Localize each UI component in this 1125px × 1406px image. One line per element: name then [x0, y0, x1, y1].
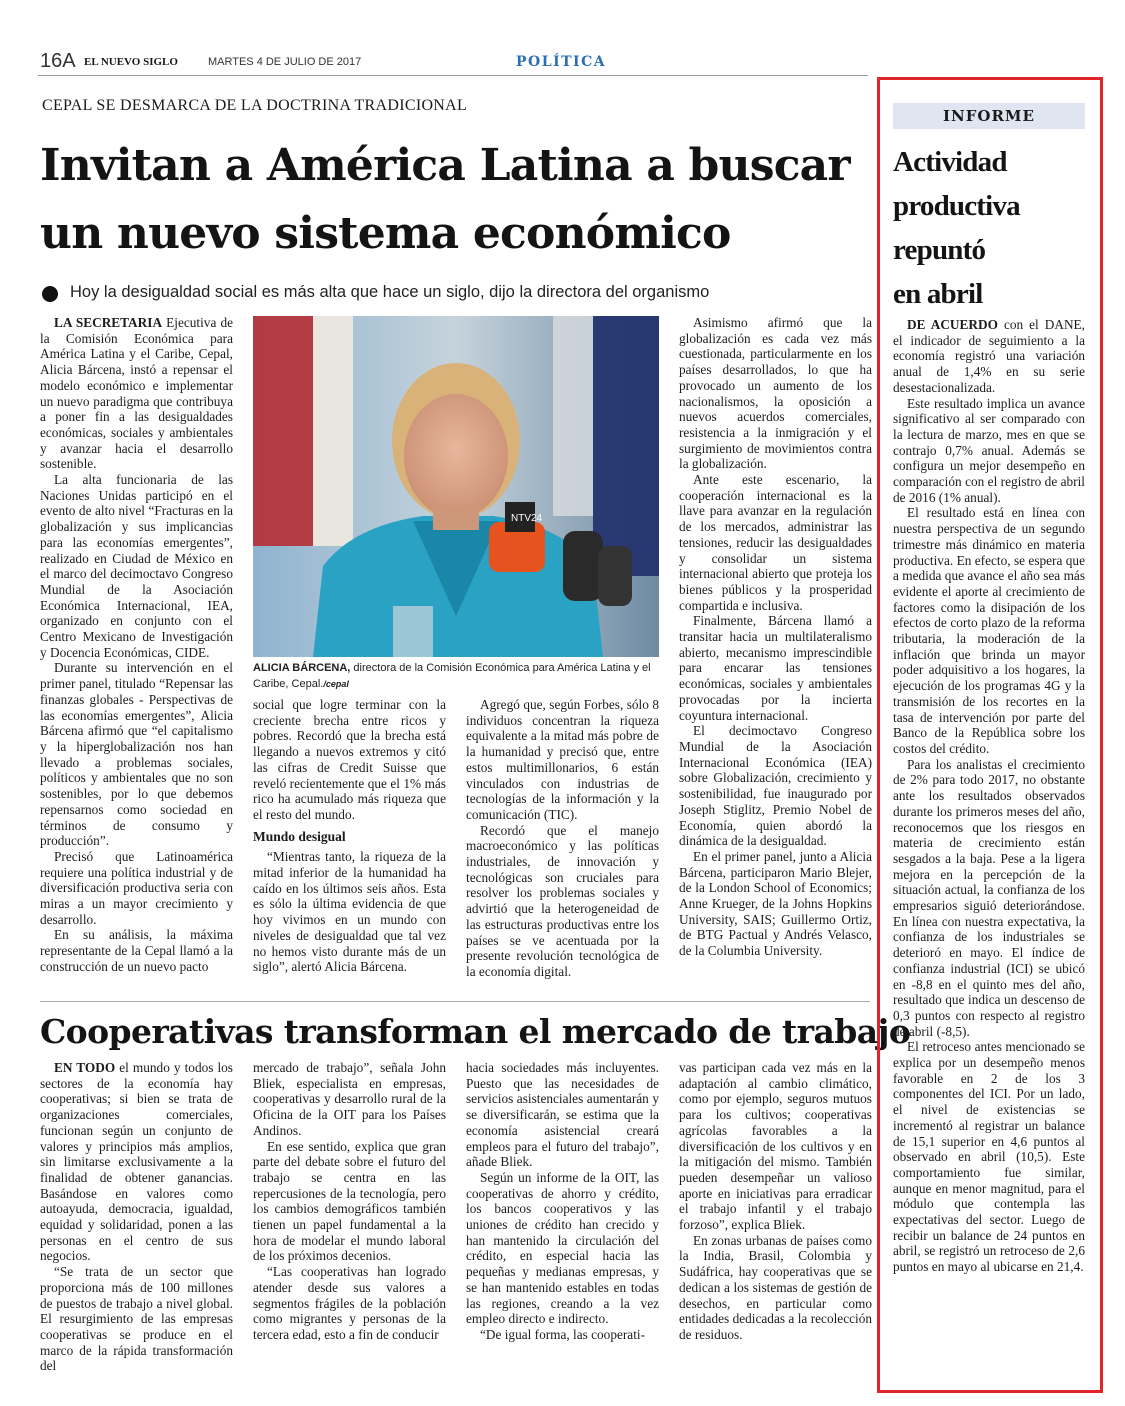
paragraph — [679, 1060, 872, 1233]
paragraph-text: Precisó que Latinoamérica requiere una política industrial y de diversificación productiva seria con miras a un mayor crecimiento y desarrollo. — [40, 848, 233, 927]
paragraph-text: “Se trata de un sector que proporciona más de 100 millones de puestos de trabajo a nivel global. El resurgimiento de las empresas cooperativas se produce en el marco de la rápida transformación del — [40, 1264, 233, 1374]
paragraph — [893, 505, 1085, 756]
paragraph — [893, 396, 1085, 506]
paragraph-text: Este resultado implica un avance significativo al ser comparado con la lectura de marzo, mes en que se contrajo 0,7% anual. Además se configura un mejor desempeño en comparación con el registro de abril de 2016 (1% anual). — [893, 395, 1085, 505]
paragraph-text: “De igual forma, las cooperati- — [480, 1326, 646, 1342]
sidebar-headline-line: Actividad — [893, 146, 1007, 178]
article-deck — [42, 282, 862, 306]
paragraph — [679, 849, 872, 959]
sidebar-headline-line: productiva — [893, 190, 1020, 222]
masthead — [38, 48, 868, 76]
mic-label: NTV24 — [511, 513, 543, 524]
paragraph — [253, 1264, 446, 1343]
paragraph — [40, 849, 233, 928]
paragraph — [679, 472, 872, 613]
photo-credit: /cepal — [323, 679, 349, 689]
paragraph — [466, 1327, 659, 1343]
second-column-3 — [466, 1060, 659, 1360]
paragraph-text: Según un informe de la OIT, las cooperativas de ahorro y crédito, los bancos cooperativos y las uniones de crédito han crecido y han mantenido la circulación del crédito, en especial hacia las pequeñas y medianas empresas, y se han mantenido estables en todas las regiones, creando a la vez empleo directo e indirecto. — [466, 1169, 659, 1327]
second-column-1 — [40, 1060, 233, 1374]
paragraph — [893, 1039, 1085, 1275]
paragraph-text: “Las cooperativas han logrado atender desde sus valores a segmentos frágiles de la población como migrantes y personas de la tercera edad, esto a fin de conducir — [253, 1264, 446, 1342]
article-column-1 — [40, 315, 233, 997]
paragraph — [466, 697, 659, 823]
paragraph-text: Finalmente, Bárcena llamó a transitar hacia un multilateralismo abierto, mecanismo imprescindible para encarar las tensiones económicas, sociales y ambientales provocadas por la incierta coyuntura internacional. — [679, 613, 872, 723]
article-kicker: CEPAL SE DESMARCA DE LA DOCTRINA TRADICIONAL — [42, 97, 468, 114]
paragraph — [253, 849, 446, 975]
sidebar-headline-line: en abril — [893, 278, 983, 310]
paragraph — [893, 757, 1085, 1040]
paragraph-text: Ante este escenario, la cooperación internacional es la llave para avanzar en la regulación de los mercados, administrar las tensiones, reducir las desigualdades y consolidar un sistema internacional abierto que proteja los bienes públicos y la prosperidad compartida e inclusiva. — [679, 472, 872, 613]
article-column-2 — [253, 697, 446, 997]
informe-label-text: INFORME — [943, 107, 1035, 125]
paragraph-text: Para los analistas el crecimiento de 2% para todo 2017, no obstante ante los resultados observados durante los primeros meses del año, reconocemos que los riesgos en materia de crecimiento están sesgados a la baja. Pese a la ligera mejora en la percepción de la situación actual, la confianza de los empresarios siguió deteriorándose. En línea con nuestra expectativa, la confianza de los industriales se deterioró en mayo. El índice de confianza industrial (ICI) se ubicó en -8,8 en el quinto mes del año, resultado que indica un descenso de 0,3 puntos con respecto al registro de abril (-8,5). — [893, 756, 1085, 1039]
article-photo — [253, 316, 659, 657]
lead-in: DE ACUERDO — [907, 317, 998, 332]
paragraph-text: Recordó que el manejo macroeconómico y las políticas industriales, de innovación y tecnológicas son cruciales para resolver los problemas sociales y advirtió que la heterogeneidad de las estructuras productivas entre los países se ve acentuada por la presente revolución tecnológica de la economía digital. — [466, 822, 659, 979]
paragraph-text: El retroceso antes mencionado se explica por un desempeño menos favorable en 2 de los 3 componentes del ICI. Por un lado, el nivel de existencias se incrementó al registrar un balance de 15,1 superior en 4,6 puntos al observado en abril (10,5). Este comportamiento fue similar, aunque en menor magnitud, para el módulo que contempla las expectativas del sector. Luego de recibir un balance de 24 puntos en abril, se registró un retroceso de 2,6 puntos en mayo al ubicarse en 21,4. — [893, 1039, 1085, 1275]
paragraph — [679, 1233, 872, 1343]
article-headline-line2: un nuevo sistema económico — [40, 208, 731, 259]
sidebar-headline — [893, 140, 1093, 316]
informe-label — [893, 103, 1085, 129]
paragraph-text: Agregó que, según Forbes, sólo 8 individuos concentran la riqueza equivalente a la mitad más pobre de la humanidad y precisó que, entre estos multimillonarios, 6 están vinculados con industrias de tecnologías de la información y la comunicación (TIC). — [466, 697, 659, 822]
paragraph-text: En ese sentido, explica que gran parte del debate sobre el futuro del trabajo se centra en las repercusiones de la tecnología, pero los cambios demográficos también tienen un papel fundamental a la hora de modelar el mundo laboral de los próximos decenios. — [253, 1138, 446, 1264]
paragraph-text: social que logre terminar con la creciente brecha entre ricos y pobres. Recordó que la brecha está llegando a nuevos extremos y citó las cifras de Credit Suisse que reveló recientemente que el 1% más rico ha acumulado más riqueza que el resto del mundo. — [253, 697, 446, 822]
paragraph — [40, 660, 233, 848]
paragraph-text: hacia sociedades más incluyentes. Puesto que las necesidades de servicios asistenciales aumentarán y se diversificarán, se estima que la economía asistencial creará empleos para el futuro del trabajo”, añade Bliek. — [466, 1060, 659, 1170]
second-column-2 — [253, 1060, 446, 1360]
paragraph — [679, 723, 872, 849]
paragraph — [893, 317, 1085, 396]
photo-illustration — [253, 316, 659, 657]
article-headline-line1: Invitan a América Latina a buscar — [40, 140, 850, 191]
paragraph — [679, 315, 872, 472]
article-column-4 — [679, 315, 872, 997]
paragraph — [253, 1139, 446, 1265]
paragraph-text: “Mientras tanto, la riqueza de la mitad inferior de la humanidad ha caído en los últimos seis años. Esta es sólo la última evidencia de que hoy vivimos en un mundo con niveles de desigualdad que tal vez no hemos visto durante más de un siglo”, alertó Alicia Bárcena. — [253, 849, 446, 975]
sidebar-headline-line: repuntó — [893, 234, 986, 266]
paragraph-text: El resultado está en línea con nuestra perspectiva de un segundo trimestre más dinámico en materia productiva. En efecto, se espera que a medida que avance el año sea más evidente el aporte al crecimiento de factores como la disipación de los efectos de corto plazo de la reforma tributaria, la moderación de la inflación que brinda un mayor poder adquisitivo a los hogares, la ejecución de los programas 4G y la transmisión de los recortes en la tasa de intervención por parte del Banco de la República sobre los costos del crédito. — [893, 505, 1085, 756]
paragraph-text: vas participan cada vez más en la adaptación al cambio climático, como por ejemplo, seguros mutuos para los cultivos; cooperativas agrícolas favorables a la diversificación de los cultivos y en la mitigación del mismo. También pueden desempeñar un valioso aporte en iniciativas para erradicar el trabajo infantil y el trabajo forzoso”, explica Bliek. — [679, 1060, 872, 1233]
paragraph — [40, 1264, 233, 1374]
paragraph — [40, 315, 233, 472]
paragraph — [466, 1170, 659, 1327]
paragraph — [253, 1060, 446, 1139]
caption-name: ALICIA BÁRCENA, — [253, 662, 351, 674]
caption-text: directora de la Comisión Económica para América Latina y el Caribe, Cepal. — [253, 662, 651, 690]
paragraph — [466, 823, 659, 980]
paragraph — [40, 927, 233, 974]
paragraph-text: En el primer panel, junto a Alicia Bárcena, participaron Mario Blejer, de la London School of Economics; Anne Krueger, de la Johns Hopkins University, SAIS; Guillermo Ortiz, de BTG Pactual y Andrés Velasco, de la Columbia University. — [679, 848, 872, 959]
deck-text: Hoy la desigualdad social es más alta que hace un siglo, dijo la directora del organismo — [70, 283, 710, 301]
issue-date: MARTES 4 DE JULIO DE 2017 — [208, 56, 362, 68]
paper-name: EL NUEVO SIGLO — [84, 56, 178, 68]
paragraph-text: En zonas urbanas de países como la India, Brasil, Colombia y Sudáfrica, hay cooperativas que se dedican a los sistemas de gestión de desechos, en particular como entidades dedicadas a la recolección de residuos. — [679, 1232, 872, 1342]
paragraph-text: mercado de trabajo”, señala John Bliek, especialista en empresas, cooperativas y desarrollo rural de la Oficina de la OIT para los Países Andinos. — [253, 1060, 446, 1138]
paragraph-text: Durante su intervención en el primer panel, titulado “Repensar las finanzas globales - Perspectivas de las economías emergentes”, Alicia Bárcena afirmó que “el capitalismo y la hiperglobalización nos han llevado a problemas sociales, políticos y ambientales que no son sostenibles, por lo que debemos repensarnos como sociedad en términos de consumo y producción”. — [40, 660, 233, 849]
paragraph — [466, 1060, 659, 1170]
lead-in: LA SECRETARIA — [54, 315, 163, 330]
paragraph — [40, 1060, 233, 1264]
paragraph-text: La alta funcionaria de las Naciones Unidas participó en el evento de alto nivel “Fracturas en la globalización y sus implicancias para las economías emergentes”, realizado en Ciudad de México en el marco del decimoctavo Congreso Mundial de la Asociación Económica Internacional, IEA, organizado en conjunto con el Centro Mexicano de Investigación y Docencia Económicas, CIDE. — [40, 472, 233, 660]
page-number: 16A — [40, 50, 76, 72]
paragraph — [253, 697, 446, 823]
second-headline: Cooperativas transforman el mercado de trabajo — [40, 1012, 911, 1051]
article-column-3 — [466, 697, 659, 997]
lead-in: EN TODO — [54, 1060, 116, 1075]
bullet-icon — [42, 286, 58, 302]
sidebar-body — [893, 317, 1085, 1387]
paragraph — [679, 613, 872, 723]
article-divider — [40, 1001, 870, 1002]
paragraph-text: En su análisis, la máxima representante de la Cepal llamó a la construcción de un nuevo pacto — [40, 927, 233, 974]
paragraph — [40, 472, 233, 660]
subheading: Mundo desigual — [253, 828, 346, 844]
paragraph-text: con el DANE, el indicador de seguimiento a la economía registró una variación anual de 1,4% en su serie desestacionalizada. — [893, 317, 1085, 395]
paragraph-text: Asimismo afirmó que la globalización es cada vez más cuestionada, particularmente en los países desarrollados, lo que ha provocado un aumento de los nacionalismos, la oposición a nuevos acuerdos comerciales, resistencia a la inmigración y el surgimiento de movimientos contra la globalización. — [679, 315, 872, 472]
section-name: POLÍTICA — [516, 54, 607, 70]
paragraph-text: el mundo y todos los sectores de la economía hay cooperativas; si bien se trata de organizaciones comerciales, funcionan según un conjunto de valores y principios más amplios, sin limitarse exclusivamente a la finalidad de obtener ganancias. Basándose en valores como autoayuda, democracia, igualdad, equidad y solidaridad, ponen a las personas en el centro de sus negocios. — [40, 1060, 233, 1264]
paragraph-text: El decimoctavo Congreso Mundial de la Asociación Internacional Económica (IEA) sobre Globalización, crecimiento y sostenibilidad, fue inaugurado por Joseph Stiglitz, Premio Nobel de Economía, quien abordó la dinámica de la desigualdad. — [679, 723, 872, 849]
photo-caption — [253, 660, 659, 692]
second-column-4 — [679, 1060, 872, 1360]
paragraph-text: Ejecutiva de la Comisión Económica para América Latina y el Caribe, Cepal, Alicia Bárcena, instó a repensar el modelo económico e implementar un nuevo paradigma que contribuya a poner fin a las desigualdades económicas, sociales y ambientales y avanzar hacia el desarrollo sostenible. — [40, 315, 234, 472]
